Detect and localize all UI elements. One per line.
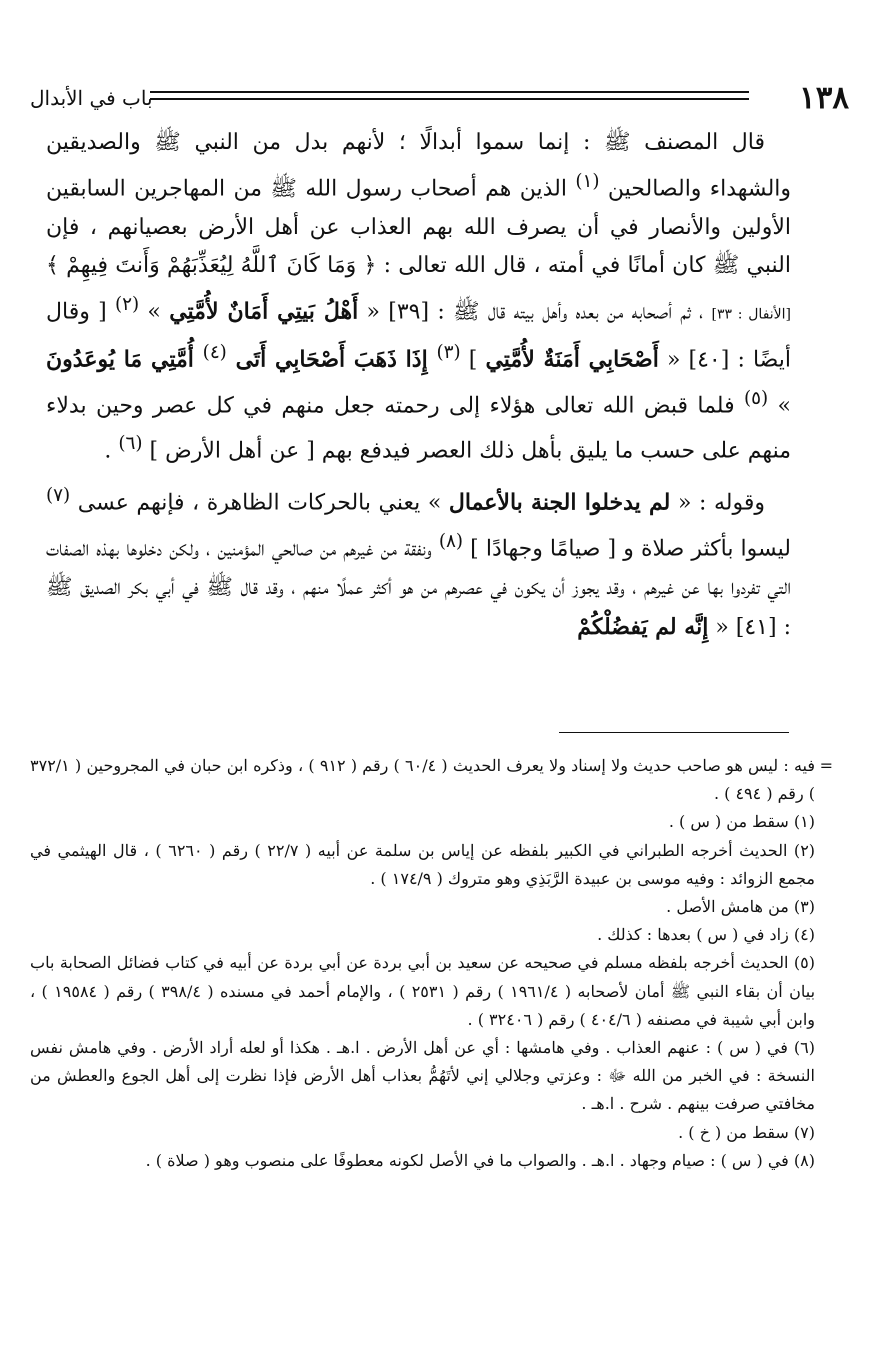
hadith-text: إِذَا ذَهَبَ أَصْحَابِي أَتَى (226, 345, 437, 372)
footnote-ref: (٥) (744, 387, 769, 409)
footnote-5: (٥) الحديث أخرجه بلفظه مسلم في صحيحه عن سعيد بن أبي بردة عن أبي بردة عن أبيه في كتاب فضائل الصحابة باب بيان أن بقاء النبي ﷺ أمان لأصحابه ( ١٩٦١/٤ ) رقم ( ٢٥٣١ ) ، والإمام أحمد في مسنده ( ٣٩٨/٤ ) رقم ( ١٩٥٨٤ ) ، وابن أبي شيبة في مصنفه ( ٤٠٤/٦ ) رقم ( ٣٢٤٠٦ ) . (30, 953, 816, 1029)
footnotes (30, 752, 833, 1175)
footnote-continuation (30, 752, 833, 808)
text-run: وقوله : « (670, 490, 765, 516)
text-run: » (768, 392, 792, 418)
footnote-ref: (٧) (46, 485, 71, 507)
text-run: » يعني بالحركات الظاهرة ، فإنهم عسى (70, 490, 449, 516)
page-number: ١٣٨ (799, 80, 849, 116)
running-title: باب في الأبدال (30, 86, 153, 110)
text-run: » (139, 299, 170, 325)
quran-verse: ﴿ وَمَا كَانَ ٱللَّهُ لِيُعَذِّبَهُمْ وَأَنتَ فِيهِمْ ﴾ (46, 253, 377, 279)
footnote-ref: (٨) (438, 531, 464, 553)
main-text (46, 124, 791, 647)
footnote-6: (٦) في ( س ) : عنهم العذاب . وفي هامشها : أي عن أهل الأرض . ا.هـ . هكذا أو لعله أراد الأرض . وفي هامش نفس النسخة : في الخبر من الله ﷻ : وعزتي وجلالي إني لأتَهُمُّ بعذاب أهل الأرض فإذا نظرت إلى أهل الجوع والعطش من مخافتي صرفت بينهم . شرح . ا.هـ . (30, 1038, 816, 1114)
footnote-separator (559, 732, 789, 733)
footnote-3: (٣) من هامش الأصل . (666, 897, 815, 917)
hadith-text: أُمَّتِي مَا يُوعَدُونَ (46, 345, 203, 372)
quoted-phrase: لم يدخلوا الجنة بالأعمال (448, 489, 671, 516)
text-run: ، ثم أصحابه من بعده وأهل بيته قال ﷺ : [٣٩] « (358, 299, 712, 325)
verse-reference: [الأنفال : ٣٣] (711, 306, 792, 323)
hadith-text: أَصْحَابِي أَمَنَةٌ لأُمَّتِي (485, 345, 659, 372)
footnote-1: (١) سقط من ( س ) . (668, 812, 815, 832)
footnote-2: (٢) الحديث أخرجه الطبراني في الكبير بلفظه عن إياس بن سلمة عن أبيه ( ٢٢/٧ ) رقم ( ٦٢٦٠ ) ، قال الهيثمي في مجمع الزوائد : وفيه موسى بن عبيدة الرَّبَذِي وهو متروك ( ١٧٤/٩ ) . (30, 840, 816, 888)
text-run: [ وقال أيضًا : [٤٠] « (46, 299, 791, 372)
footnote-ref: (٤) (202, 341, 227, 363)
hadith-text: أَهْلُ بَيتِي أَمَانٌ لأُمَّتِي (169, 298, 359, 325)
page-header (30, 78, 849, 118)
text-run: ونفقة من غيرهم من صالحي المؤمنين ، ولكن دخلوها بهذه الصفات التي تفردوا بها عن غيرهم ، وقد يجوز أن يكون في عصرهم من هو أكثر عملًا منهم ، وقد قال ﷺ في أبي بكر الصديق ﷺ : [٤١] « (46, 536, 791, 640)
footnote-7: (٧) سقط من ( خ ) . (678, 1122, 815, 1142)
footnote-8: (٨) في ( س ) : صيام وجهاد . ا.هـ . والصواب ما في الأصل لكونه معطوفًا على منصوب وهو ( صلاة ) . (145, 1150, 815, 1170)
paragraph-1 (46, 124, 791, 471)
text-run: قال المصنف ﷺ : إنما سموا أبدالًا ؛ لأنهم بدل من النبي ﷺ والصديقين والشهداء والصالحين (46, 130, 792, 201)
footnote-ref: (٣) (436, 341, 461, 363)
footnote-ref: (٢) (114, 293, 140, 315)
text-run: . (104, 438, 119, 464)
footnote-ref: (٦) (118, 433, 143, 455)
text-run: ليسوا بأكثر صلاة و [ صيامًا وجهادًا ] (463, 536, 792, 562)
hadith-text: إِنَّه لم يَفضُلْكُمْ (577, 613, 709, 640)
continuation-marker: = (819, 756, 833, 775)
text-run: فلما قبض الله تعالى هؤلاء إلى رحمته جعل منهم في كل عصر وحين بدلاء منهم على حسب ما يليق بأهل ذلك العصر فيدفع بهم [ عن أهل الأرض ] (46, 392, 791, 464)
footnote-ref: (١) (575, 170, 600, 192)
header-double-rule (150, 91, 749, 100)
paragraph-2 (46, 477, 791, 647)
text-run: الذين هم أصحاب رسول الله ﷺ من المهاجرين السابقين الأولين والأنصار في أن يصرف الله بهم العذاب عن أهل الأرض بعصيانهم ، فإن النبي ﷺ كان أمانًا في أمته ، قال الله تعالى : (46, 175, 791, 279)
footnote-text: فيه : ليس هو صاحب حديث ولا إسناد ولا يعرف الحديث ( ٦٠/٤ ) رقم ( ٩١٢ ) ، وذكره ابن حبان في المجروحين ( ٣٧٢/١ ) رقم ( ٤٩٤ ) . (30, 756, 816, 804)
footnote-4: (٤) زاد في ( س ) بعدها : كذلك . (597, 925, 815, 945)
text-run: ] (460, 346, 486, 372)
